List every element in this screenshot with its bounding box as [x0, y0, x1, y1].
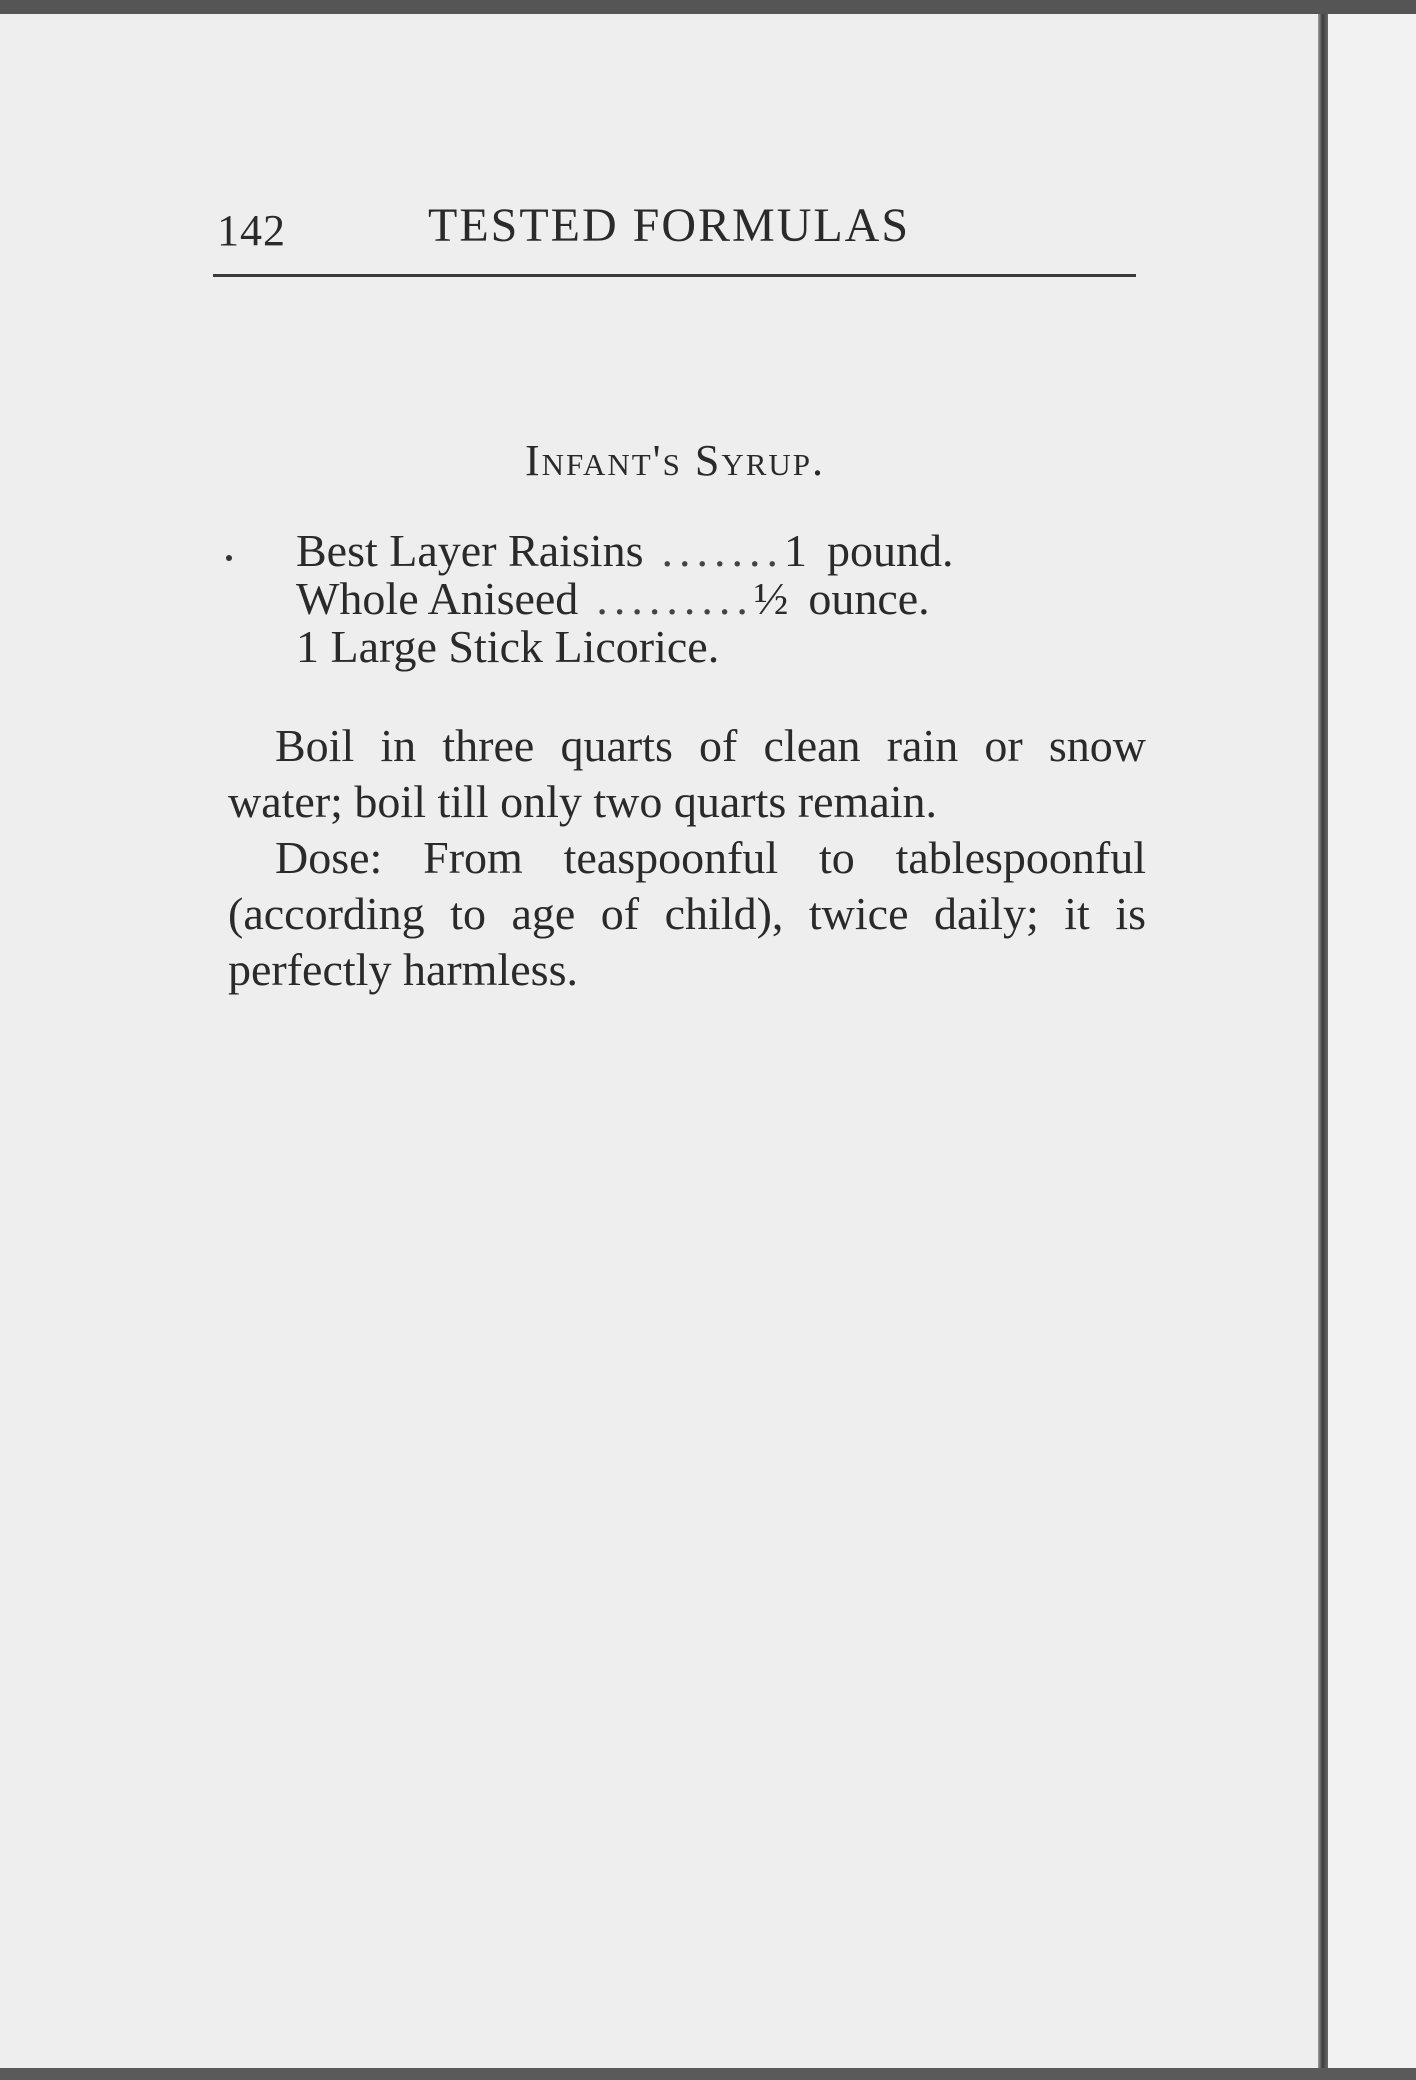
- stray-mark: [226, 555, 232, 561]
- scan-top-edge: [0, 0, 1416, 14]
- ingredient-unit: pound.: [827, 525, 954, 576]
- book-page: [0, 14, 1318, 2068]
- dot-leader: .........: [596, 573, 754, 624]
- recipe-title: Infant's Syrup.: [524, 436, 826, 485]
- book-spine: [1318, 14, 1328, 2068]
- ingredient-amount: 1: [784, 525, 807, 576]
- page-number: 142: [217, 206, 286, 255]
- dot-leader: .......: [661, 525, 784, 576]
- facing-page-edge: [1328, 14, 1416, 2068]
- ingredient-name: Best Layer Raisins: [296, 525, 644, 576]
- ingredient-list: [296, 527, 1096, 671]
- ingredient-row: [296, 527, 1096, 575]
- scan-bottom-edge: [0, 2068, 1416, 2080]
- instruction-paragraph: Boil in three quarts of clean rain or snow water; boil till only two quarts remain.: [228, 720, 1146, 827]
- dose-paragraph: Dose: From teaspoonful to tablespoonful (according to age of child), twice daily; it is perfectly harmless.: [228, 832, 1146, 995]
- ingredient-row: [296, 575, 1096, 623]
- ingredient-unit: ounce.: [808, 573, 930, 624]
- recipe-instructions: [228, 718, 1146, 998]
- running-head: TESTED FORMULAS: [428, 199, 911, 252]
- header-rule: [213, 274, 1136, 277]
- ingredient-row: [296, 623, 1096, 671]
- ingredient-name: 1 Large Stick Licorice.: [296, 621, 720, 672]
- ingredient-amount: ½: [753, 573, 789, 624]
- ingredient-name: Whole Aniseed: [296, 573, 579, 624]
